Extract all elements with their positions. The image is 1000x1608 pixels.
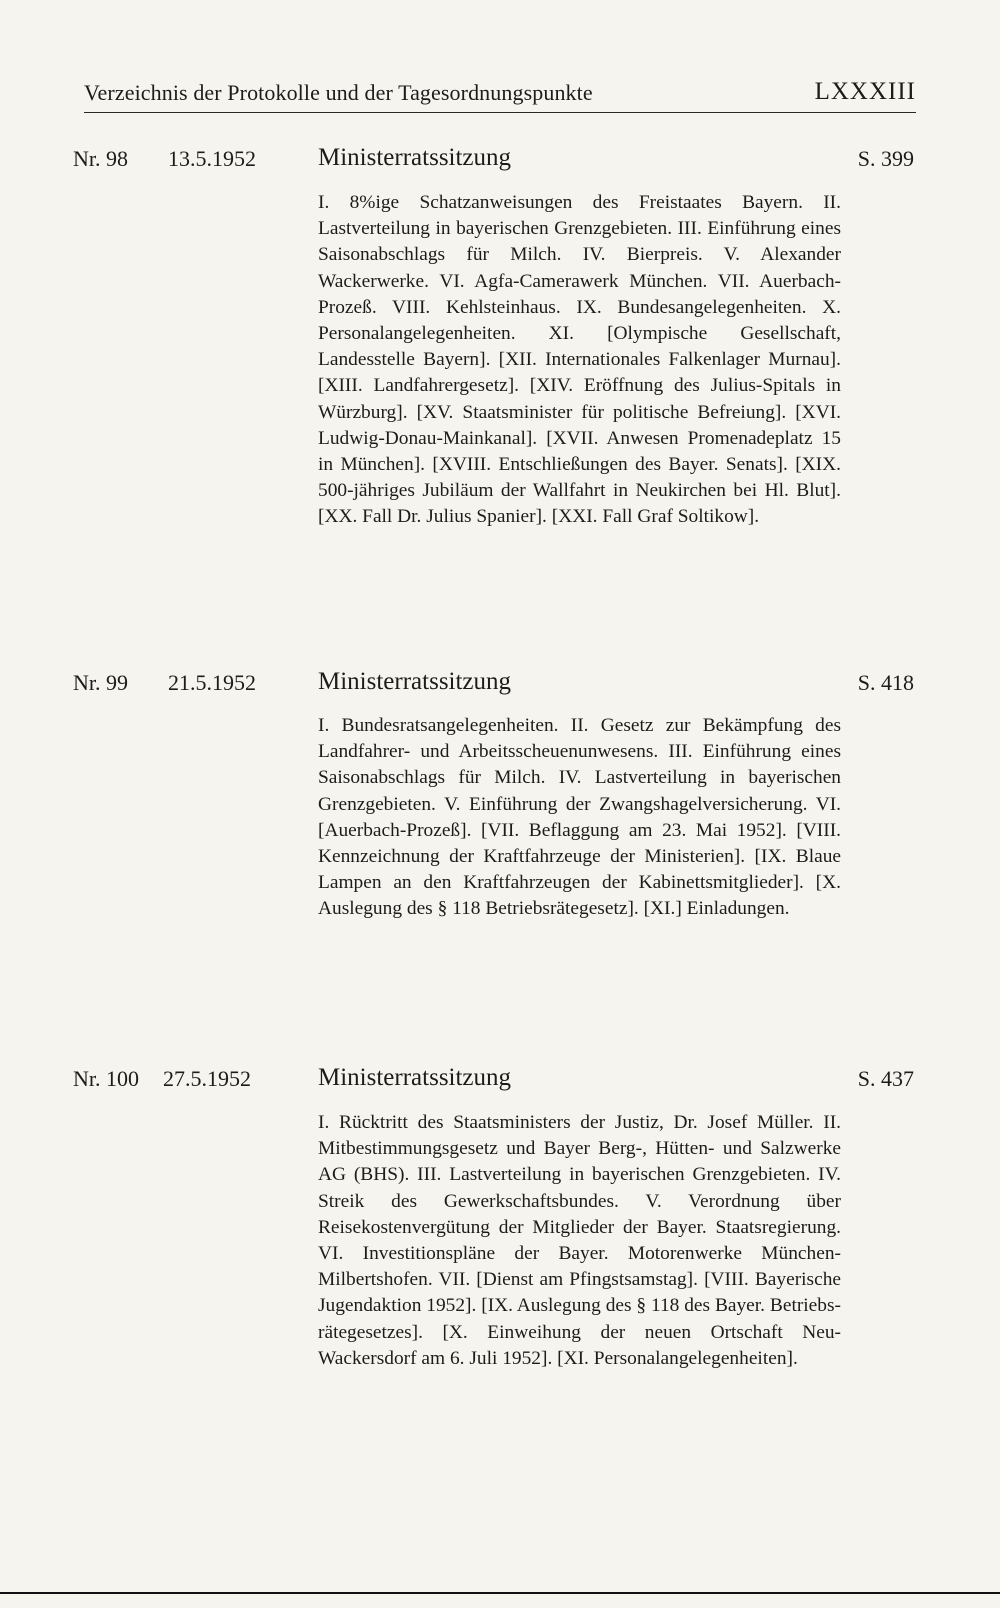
- entry-kind: Ministerratssitzung: [318, 668, 512, 695]
- entry-heading: [0, 670, 1000, 704]
- entry-number: Nr. 98: [73, 146, 128, 171]
- entry-number: Nr. 99: [73, 670, 128, 695]
- entry-heading: [0, 1066, 1000, 1100]
- protocol-entry: [0, 668, 1000, 920]
- entry-date: 21.5.1952: [168, 670, 256, 695]
- running-header: [84, 78, 916, 113]
- protocol-entry: [0, 144, 1000, 528]
- entry-date: 27.5.1952: [163, 1066, 251, 1091]
- entry-kind: Ministerratssitzung: [318, 1064, 512, 1091]
- entry-heading: [0, 146, 1000, 180]
- entry-date: 13.5.1952: [168, 146, 256, 171]
- entry-page-reference: S. 418: [857, 670, 914, 695]
- header-page-number: LXXXIII: [814, 78, 916, 105]
- header-title: Verzeichnis der Protokolle und der Tagesordnungspunkte: [84, 80, 593, 105]
- entry-agenda-text: I. 8%ige Schatzanweisungen des Freistaates Bayern. II. Lastverteilung in bayerischen Grenzgebieten. III. Einführung eines Saisonabschlags für Milch. IV. Bierpreis. V. Alexander Wackerwerke. VI. Agfa-Camerawerk München. VII. Auerbach-Prozeß. VIII. Kehlsteinhaus. IX. Bundesangelegenheiten. X. Personalangelegenheiten. XI. [Olympische Gesellschaft, Landesstelle Bayern]. [XII. Internationales Falkenlager Murnau]. [XIII. Landfahrergesetz]. [XIV. Eröffnung des Julius-Spitals in Würzburg]. [XV. Staatsminister für politische Befreiung]. [XVI. Ludwig-Donau-Mainkanal]. [XVII. Anwesen Promenadeplatz 15 in München]. [XVIII. Entschließungen des Bayer. Senats]. [XIX. 500-jähriges Jubiläum der Wallfahrt in Neukirchen bei Hl. Blut]. [XX. Fall Dr. Julius Spanier]. [XXI. Fall Graf Soltikow].: [318, 192, 841, 528]
- entry-kind: Ministerratssitzung: [318, 144, 512, 171]
- entry-page-reference: S. 399: [857, 146, 914, 171]
- entry-number: Nr. 100: [73, 1066, 139, 1091]
- entry-page-reference: S. 437: [857, 1066, 914, 1091]
- page-bottom-edge: [0, 1592, 1000, 1594]
- entry-agenda-text: I. Rücktritt des Staatsministers der Justiz, Dr. Josef Müller. II. Mitbestimmungsgesetz und Bayer Berg-, Hütten- und Salzwerke AG (BHS). III. Lastverteilung in bayerischen Grenzgebieten. IV. Streik des Gewerkschaftsbundes. V. Verordnung über Reisekostenvergütung der Mitglieder der Bayer. Staatsregierung. VI. Investitionspläne der Bayer. Motorenwerke München-Milbertshofen. VII. [Dienst am Pfingstsamstag]. [VIII. Bayerische Jugendaktion 1952]. [IX. Auslegung des § 118 des Bayer. Betriebsrätegesetzes]. [X. Einweihung der neuen Ortschaft Neu-Wackersdorf am 6. Juli 1952]. [XI. Personalangelegenheiten].: [318, 1112, 841, 1369]
- entry-agenda-text: I. Bundesratsangelegenheiten. II. Gesetz zur Bekämpfung des Landfahrer- und Arbeitsscheuenunwesens. III. Einführung eines Saisonabschlags für Milch. IV. Lastverteilung in bayerischen Grenzgebieten. V. Einführung der Zwangshagelversicherung. VI. [Auerbach-Prozeß]. [VII. Beflaggung am 23. Mai 1952]. [VIII. Kennzeichnung der Kraftfahrzeuge der Ministerien]. [IX. Blaue Lampen an den Kraftfahrzeugen der Kabinettsmitglieder]. [X. Auslegung des § 118 Betriebsrätegesetz]. [XI.] Einladungen.: [318, 715, 841, 920]
- protocol-entry: [0, 1064, 1000, 1369]
